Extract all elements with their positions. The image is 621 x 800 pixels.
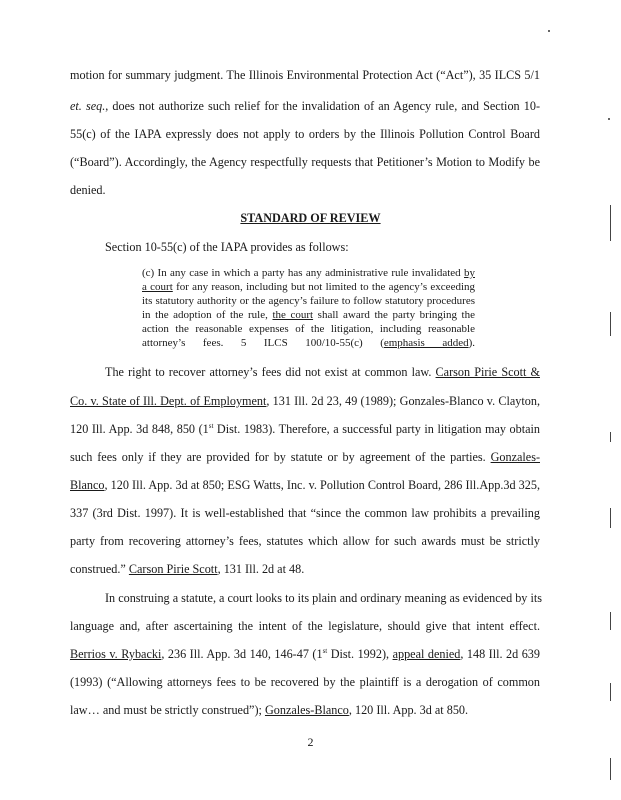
quote-line6 bbox=[142, 336, 475, 350]
para2-line7: party from recovering attorney’s fees, statutes which allow for such awards must be strictly bbox=[70, 534, 540, 548]
para1-line2 bbox=[70, 98, 540, 114]
quote-underline: a court bbox=[142, 281, 173, 293]
quote-underline: by bbox=[464, 267, 475, 279]
para3-line5 bbox=[70, 702, 540, 718]
scan-dot bbox=[548, 30, 550, 32]
quote-underline: the court bbox=[272, 309, 314, 321]
para1-line2-rest: , does not authorize such relief for the invalidation of an Agency rule, and Section 10- bbox=[105, 99, 540, 113]
et-seq: et. seq. bbox=[70, 99, 106, 113]
para3-line1: In construing a statute, a court looks to its plain and ordinary meaning as evidenced by its bbox=[105, 591, 542, 605]
para2-citation: Gonzales- bbox=[490, 450, 540, 464]
para2-line3 bbox=[70, 421, 540, 437]
para2-line5 bbox=[70, 477, 540, 493]
para2-text: , 131 Ill. 2d 23, 49 (1989); Gonzales-Blanco v. Clayton, bbox=[266, 394, 540, 408]
page-number: 2 bbox=[307, 735, 314, 749]
para3-citation: Berrios v. Rybacki bbox=[70, 647, 162, 661]
para1-line3: 55(c) of the IAPA expressly does not apply to orders by the Illinois Pollution Control Board bbox=[70, 127, 540, 141]
para2-text: 120 Ill. App. 3d 848, 850 (1 bbox=[70, 422, 209, 436]
ordinal-sup: st bbox=[322, 646, 328, 655]
para3-line4: (1993) (“Allowing attorneys fees to be recovered by the plaintiff is a derogation of common bbox=[70, 675, 540, 689]
para1-line4: (“Board”). Accordingly, the Agency respectfully requests that Petitioner’s Motion to Modify be bbox=[70, 155, 540, 169]
quote-text: shall award the party bringing the bbox=[313, 309, 475, 321]
quote-line5: action the reasonable expenses of the litigation, including reasonable bbox=[142, 323, 475, 335]
para3-citation: appeal denied bbox=[392, 647, 461, 661]
quote-text: for any reason, including but not limited to the agency’s exceeding bbox=[172, 281, 476, 293]
quote-text: attorney’s fees. 5 ILCS 100/10-55(c) ( bbox=[142, 337, 384, 349]
quote-line2 bbox=[142, 280, 475, 294]
para3-line3 bbox=[70, 646, 540, 662]
para3-citation: Gonzales-Blanco bbox=[264, 703, 349, 717]
para2-text: Dist. 1983). Therefore, a successful party in litigation may obtain bbox=[213, 422, 540, 436]
para2-line1 bbox=[105, 364, 540, 380]
scan-mark bbox=[610, 612, 611, 630]
para1-line1: motion for summary judgment. The Illinois Environmental Protection Act (“Act”), 35 ILCS 5/1 bbox=[70, 68, 540, 82]
scan-mark bbox=[610, 432, 611, 442]
para3-text: Dist. 1992), bbox=[327, 647, 393, 661]
quote-line4 bbox=[142, 308, 475, 322]
para3-text: , 148 Ill. 2d 639 bbox=[460, 647, 540, 661]
para2-text: such fees only if they are provided for by statute or by agreement of the parties. bbox=[70, 450, 491, 464]
scan-dot bbox=[608, 118, 610, 120]
para2-line6: 337 (3rd Dist. 1997). It is well-established that “since the common law prohibits a prevailing bbox=[70, 506, 540, 520]
para2-citation: Carson Pirie Scott & bbox=[435, 365, 540, 379]
scan-mark bbox=[610, 312, 611, 336]
para2-line8 bbox=[70, 561, 540, 577]
para2-line2 bbox=[70, 393, 540, 409]
para2-line4 bbox=[70, 449, 540, 465]
scan-mark bbox=[610, 508, 611, 528]
scan-mark bbox=[610, 758, 611, 780]
ordinal-sup: st bbox=[208, 421, 214, 430]
quote-text: (c) In any case in which a party has any administrative rule invalidated bbox=[142, 267, 464, 279]
para2-text: , 120 Ill. App. 3d at 850; ESG Watts, Inc. v. Pollution Control Board, 286 Ill.App.3d 325, bbox=[104, 478, 540, 492]
quote-line1 bbox=[142, 266, 475, 280]
scan-mark bbox=[610, 683, 611, 701]
para2-citation: Co. v. State of Ill. Dept. of Employment bbox=[70, 394, 267, 408]
para2-text: , 131 Ill. 2d at 48. bbox=[217, 562, 305, 576]
scan-mark bbox=[610, 205, 611, 241]
para2-text: The right to recover attorney’s fees did not exist at common law. bbox=[105, 365, 436, 379]
quote-text: ). bbox=[468, 337, 476, 349]
para2-citation: Blanco bbox=[70, 478, 105, 492]
quote-underline: emphasis added bbox=[383, 337, 469, 349]
intro-line: Section 10-55(c) of the IAPA provides as follows: bbox=[105, 240, 349, 254]
quote-text: in the adoption of the rule, bbox=[142, 309, 273, 321]
para3-text: law… and must be strictly construed”); bbox=[70, 703, 265, 717]
quote-line3: its statutory authority or the agency’s failure to follow statutory procedures bbox=[142, 295, 475, 307]
section-heading: STANDARD OF REVIEW bbox=[240, 211, 381, 225]
para3-text: , 236 Ill. App. 3d 140, 146-47 (1 bbox=[161, 647, 323, 661]
para2-citation: Carson Pirie Scott bbox=[128, 562, 218, 576]
para2-text: construed.” bbox=[70, 562, 129, 576]
para3-line2: language and, after ascertaining the intent of the legislature, should give that intent effect. bbox=[70, 619, 540, 633]
para1-line5: denied. bbox=[70, 183, 106, 197]
para3-text: , 120 Ill. App. 3d at 850. bbox=[348, 703, 469, 717]
